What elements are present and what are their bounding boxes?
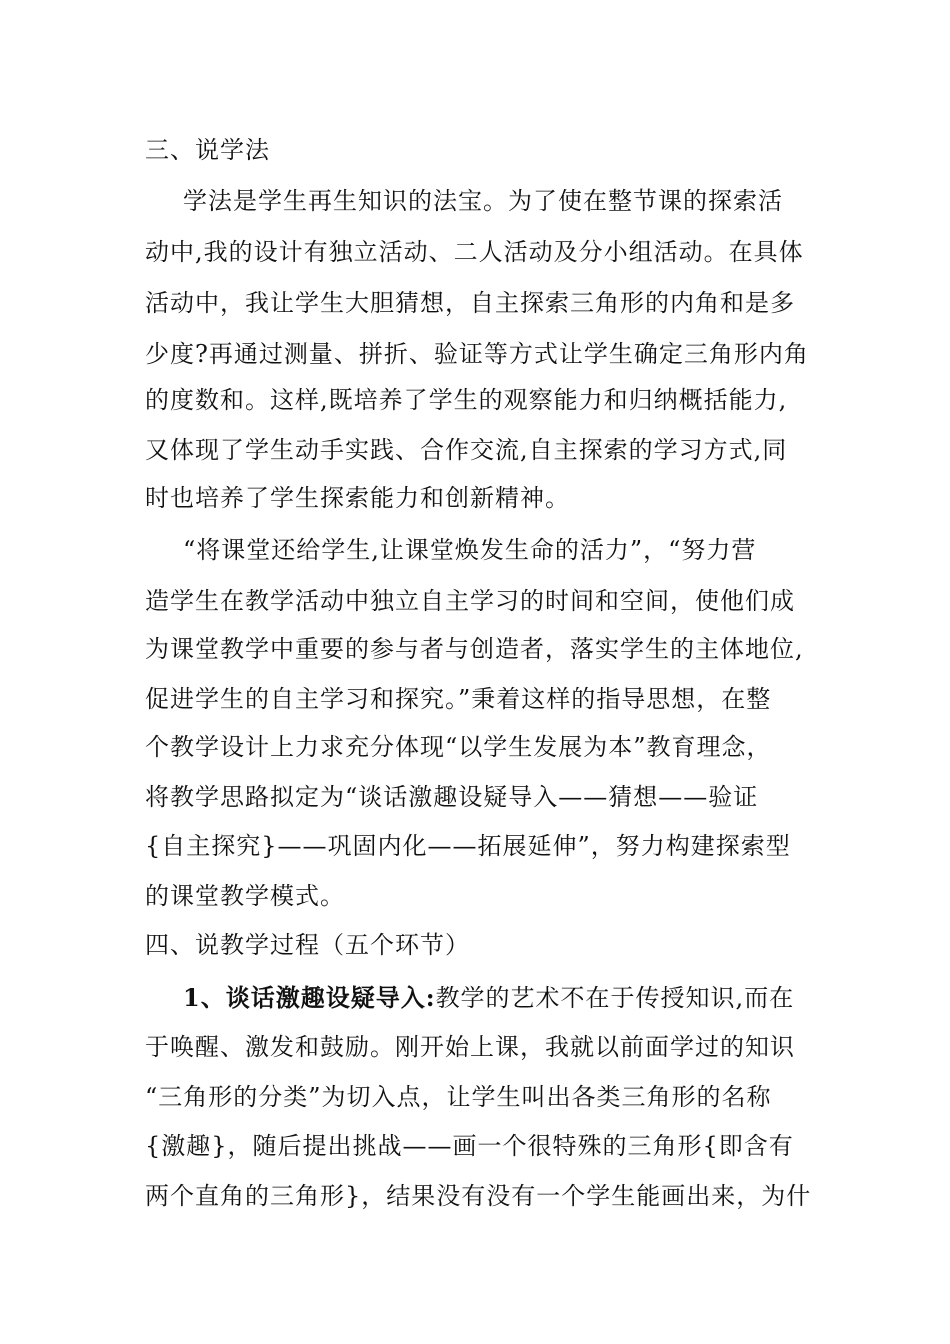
- step-1-first-line: [183, 983, 794, 1013]
- paragraph-line: “三角形的分类”为切入点，让学生叫出各类三角形的名称: [145, 1083, 772, 1111]
- paragraph-line: 学法是学生再生知识的法宝。为了使在整节课的探索活: [183, 187, 783, 215]
- paragraph-line: 的课堂教学模式。: [145, 882, 345, 910]
- paragraph-line: 活动中，我让学生大胆猜想，自主探索三角形的内角和是多: [145, 289, 795, 317]
- paragraph-line: 于唤醒、激发和鼓励。刚开始上课，我就以前面学过的知识: [145, 1033, 795, 1061]
- paragraph-line: 动中,我的设计有独立活动、二人活动及分小组活动。在具体: [145, 238, 804, 266]
- paragraph-line: 的度数和。这样,既培养了学生的观察能力和归纳概括能力,: [145, 386, 788, 414]
- paragraph-line: 又体现了学生动手实践、合作交流,自主探索的学习方式,同: [145, 436, 788, 464]
- paragraph-line: 将教学思路拟定为“谈话激趣设疑导入——猜想——验证: [145, 783, 759, 811]
- paragraph-line: 促进学生的自主学习和探究。”秉着这样的指导思想，在整: [145, 685, 772, 713]
- paragraph-line: 个教学设计上力求充分体现“以学生发展为本”教育理念，: [145, 733, 772, 761]
- paragraph-line: {激趣}，随后提出挑战——画一个很特殊的三角形{即含有: [145, 1132, 794, 1160]
- section-3-heading: 三、说学法: [145, 136, 270, 164]
- step-1-lead: 教学的艺术不在于传授知识,而在: [435, 984, 795, 1012]
- paragraph-line: 造学生在教学活动中独立自主学习的时间和空间，使他们成: [145, 587, 795, 615]
- paragraph-line: {自主探究}——巩固内化——拓展延伸”，努力构建探索型: [145, 832, 791, 860]
- paragraph-line: 两个直角的三角形}，结果没有没有一个学生能画出来，为什: [145, 1182, 812, 1210]
- paragraph-line: “将课堂还给学生,让课堂焕发生命的活力”，“努力营: [183, 536, 757, 564]
- section-4-heading: 四、说教学过程（五个环节）: [145, 931, 470, 959]
- step-1-title: 1、谈话激趣设疑导入:: [183, 983, 436, 1012]
- paragraph-line: 为课堂教学中重要的参与者与创造者，落实学生的主体地位,: [145, 635, 804, 663]
- paragraph-line: 时也培养了学生探索能力和创新精神。: [145, 484, 570, 512]
- paragraph-line: 少度?再通过测量、拼折、验证等方式让学生确定三角形内角: [145, 340, 809, 368]
